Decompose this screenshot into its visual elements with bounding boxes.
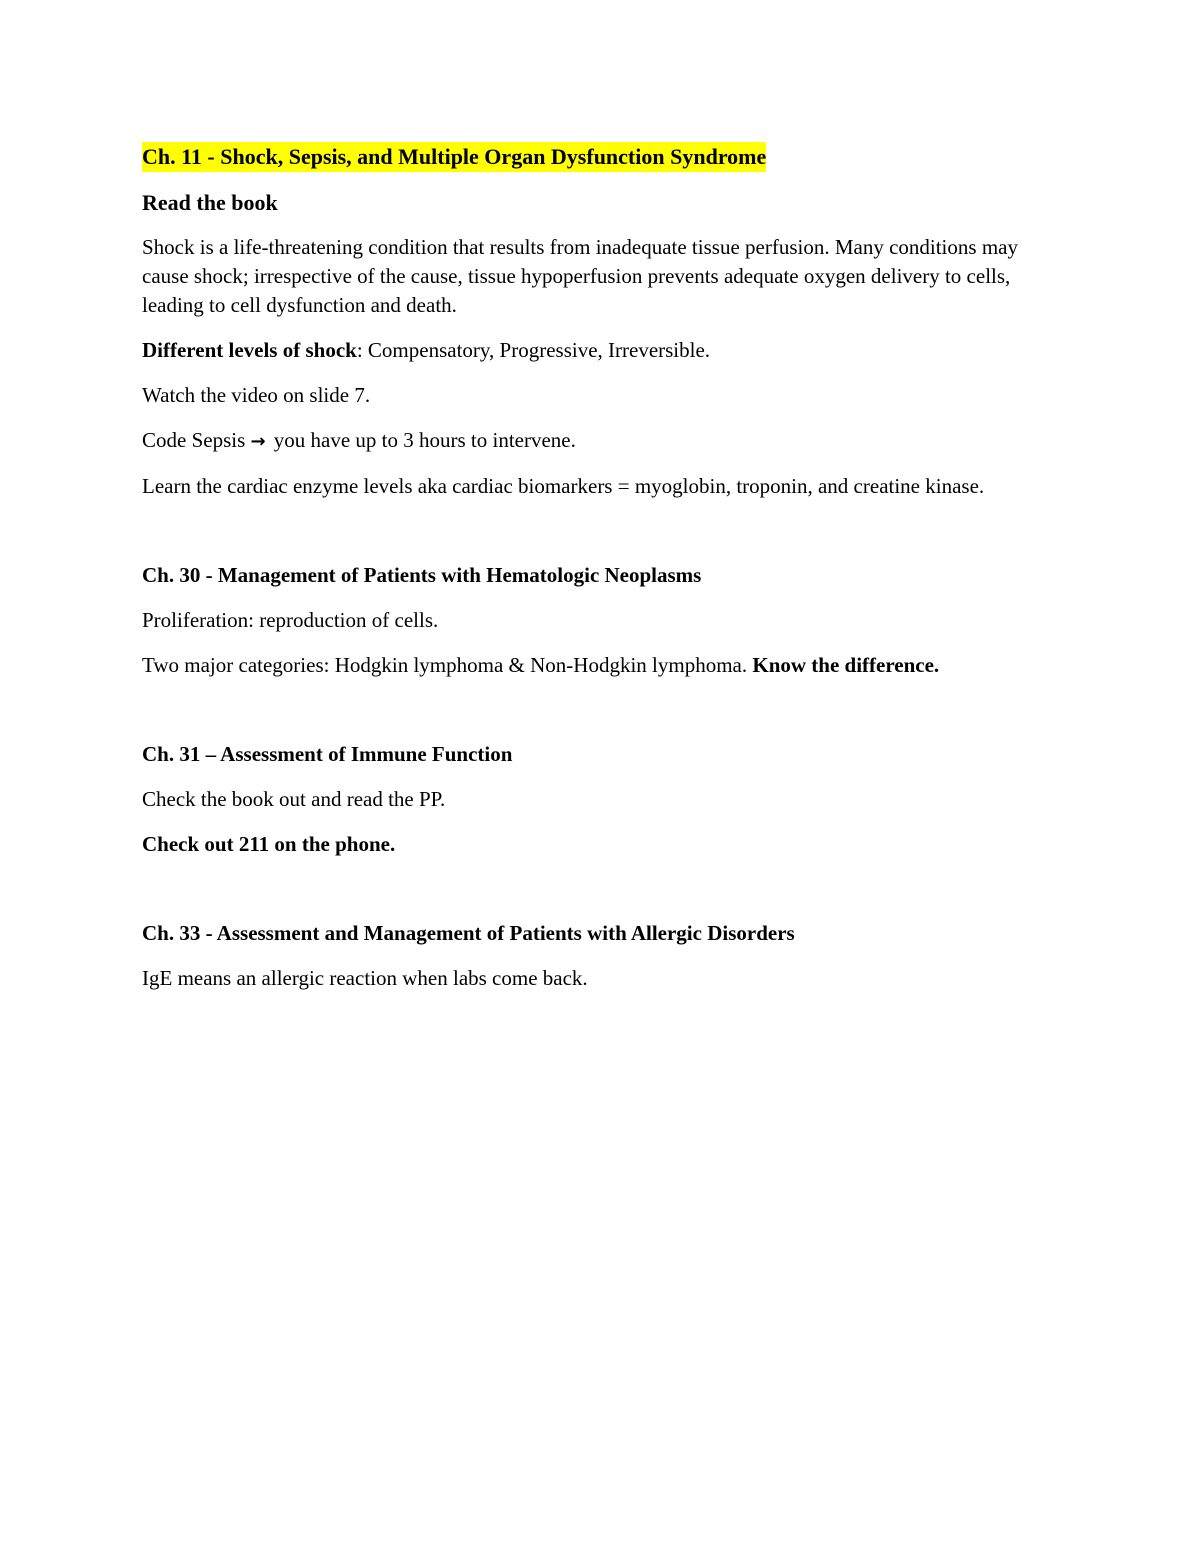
chapter-30-heading: Ch. 30 - Management of Patients with Hematologic Neoplasms (142, 563, 702, 587)
shock-levels-paragraph (142, 336, 1062, 365)
right-arrow-icon: → (250, 431, 266, 452)
proliferation-paragraph: Proliferation: reproduction of cells. (142, 608, 439, 632)
shock-levels-text: : Compensatory, Progressive, Irreversible. (356, 338, 711, 362)
check-phone-text: Check out 211 on the phone. (142, 832, 396, 856)
chapter-31-heading: Ch. 31 – Assessment of Immune Function (142, 742, 513, 766)
code-sepsis-tail: you have up to 3 hours to intervene. (268, 428, 576, 452)
know-difference-emphasis: Know the difference. (752, 653, 940, 677)
check-phone-paragraph (142, 830, 1062, 859)
check-book-paragraph: Check the book out and read the PP. (142, 787, 446, 811)
lymphoma-categories-paragraph (142, 651, 1062, 680)
chapter-33-heading: Ch. 33 - Assessment and Management of Patients with Allergic Disorders (142, 921, 795, 945)
lymphoma-categories-text: Two major categories: Hodgkin lymphoma & Non-Hodgkin lymphoma. (142, 653, 753, 677)
shock-intro-paragraph: Shock is a life-threatening condition that results from inadequate tissue perfusion. Many conditions may cause shock; irrespective of the cause, tissue hypoperfusion prevents adequate oxygen delivery to cells, leading to cell dysfunction and death. (142, 235, 1018, 317)
video-paragraph: Watch the video on slide 7. (142, 383, 371, 407)
code-sepsis-lead: Code Sepsis (142, 428, 246, 452)
read-the-book-subheading: Read the book (142, 190, 278, 215)
shock-levels-label: Different levels of shock (142, 338, 357, 362)
ige-paragraph: IgE means an allergic reaction when labs come back. (142, 966, 588, 990)
code-sepsis-paragraph (142, 426, 1062, 456)
document-body (142, 140, 1062, 993)
cardiac-enzymes-paragraph: Learn the cardiac enzyme levels aka cardiac biomarkers = myoglobin, troponin, and creatine kinase. (142, 474, 985, 498)
chapter-11-heading-highlight: Ch. 11 - Shock, Sepsis, and Multiple Organ Dysfunction Syndrome (142, 142, 766, 172)
chapter-11-heading (142, 140, 1062, 174)
